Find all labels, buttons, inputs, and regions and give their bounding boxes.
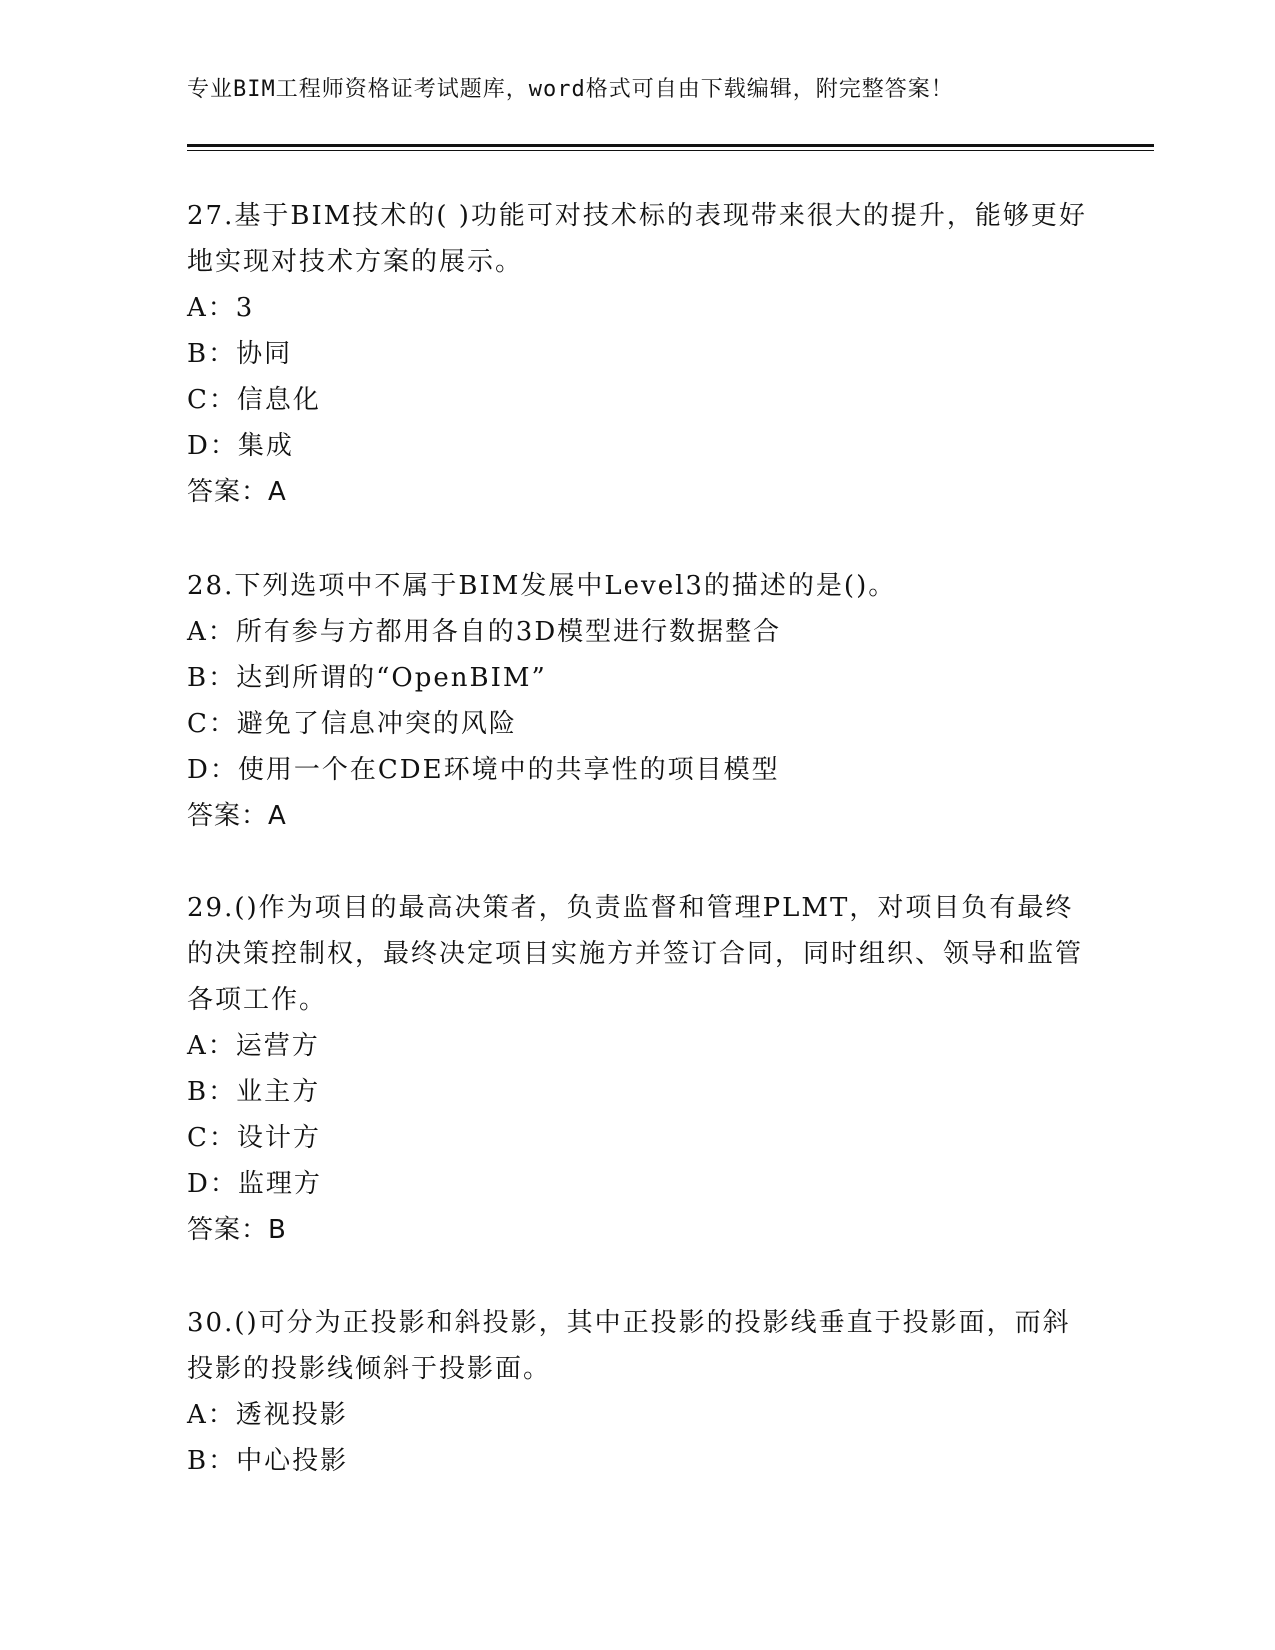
question-text: 30.()可分为正投影和斜投影，其中正投影的投影线垂直于投影面，而斜投影的投影线倾斜于投影面。 [187, 1308, 1071, 1384]
answer: 答案：B [187, 1215, 287, 1245]
option-b: B：业主方 [187, 1077, 321, 1107]
page-header: 专业BIM工程师资格证考试题库，word格式可自由下载编辑，附完整答案！ [187, 77, 954, 102]
question-text: 28.下列选项中不属于BIM发展中Level3的描述的是()。 [187, 571, 897, 601]
answer: 答案：A [187, 801, 287, 831]
question-29 [187, 885, 1087, 1253]
option-b: B：中心投影 [187, 1446, 349, 1476]
header-divider-thin [187, 150, 1154, 151]
option-b: B：达到所谓的“OpenBIM” [187, 663, 547, 693]
option-d: D：监理方 [187, 1169, 322, 1199]
question-30 [187, 1300, 1087, 1484]
question-27 [187, 193, 1087, 515]
answer: 答案：A [187, 477, 287, 507]
question-28 [187, 563, 1087, 839]
question-text: 27.基于BIM技术的( )功能可对技术标的表现带来很大的提升，能够更好地实现对技术方案的展示。 [187, 201, 1087, 277]
option-b: B：协同 [187, 339, 293, 369]
option-a: A：运营方 [187, 1031, 320, 1061]
header-divider-thick [187, 144, 1154, 147]
option-a: A：透视投影 [187, 1400, 348, 1430]
option-d: D：使用一个在CDE环境中的共享性的项目模型 [187, 755, 780, 785]
option-c: C：信息化 [187, 385, 321, 415]
option-c: C：设计方 [187, 1123, 321, 1153]
question-text: 29.()作为项目的最高决策者，负责监督和管理PLMT，对项目负有最终的决策控制权，最终决定项目实施方并签订合同，同时组织、领导和监管各项工作。 [187, 893, 1084, 1015]
option-d: D：集成 [187, 431, 294, 461]
option-a: A：3 [187, 293, 255, 323]
option-c: C：避免了信息冲突的风险 [187, 709, 517, 739]
option-a: A：所有参与方都用各自的3D模型进行数据整合 [187, 617, 782, 647]
